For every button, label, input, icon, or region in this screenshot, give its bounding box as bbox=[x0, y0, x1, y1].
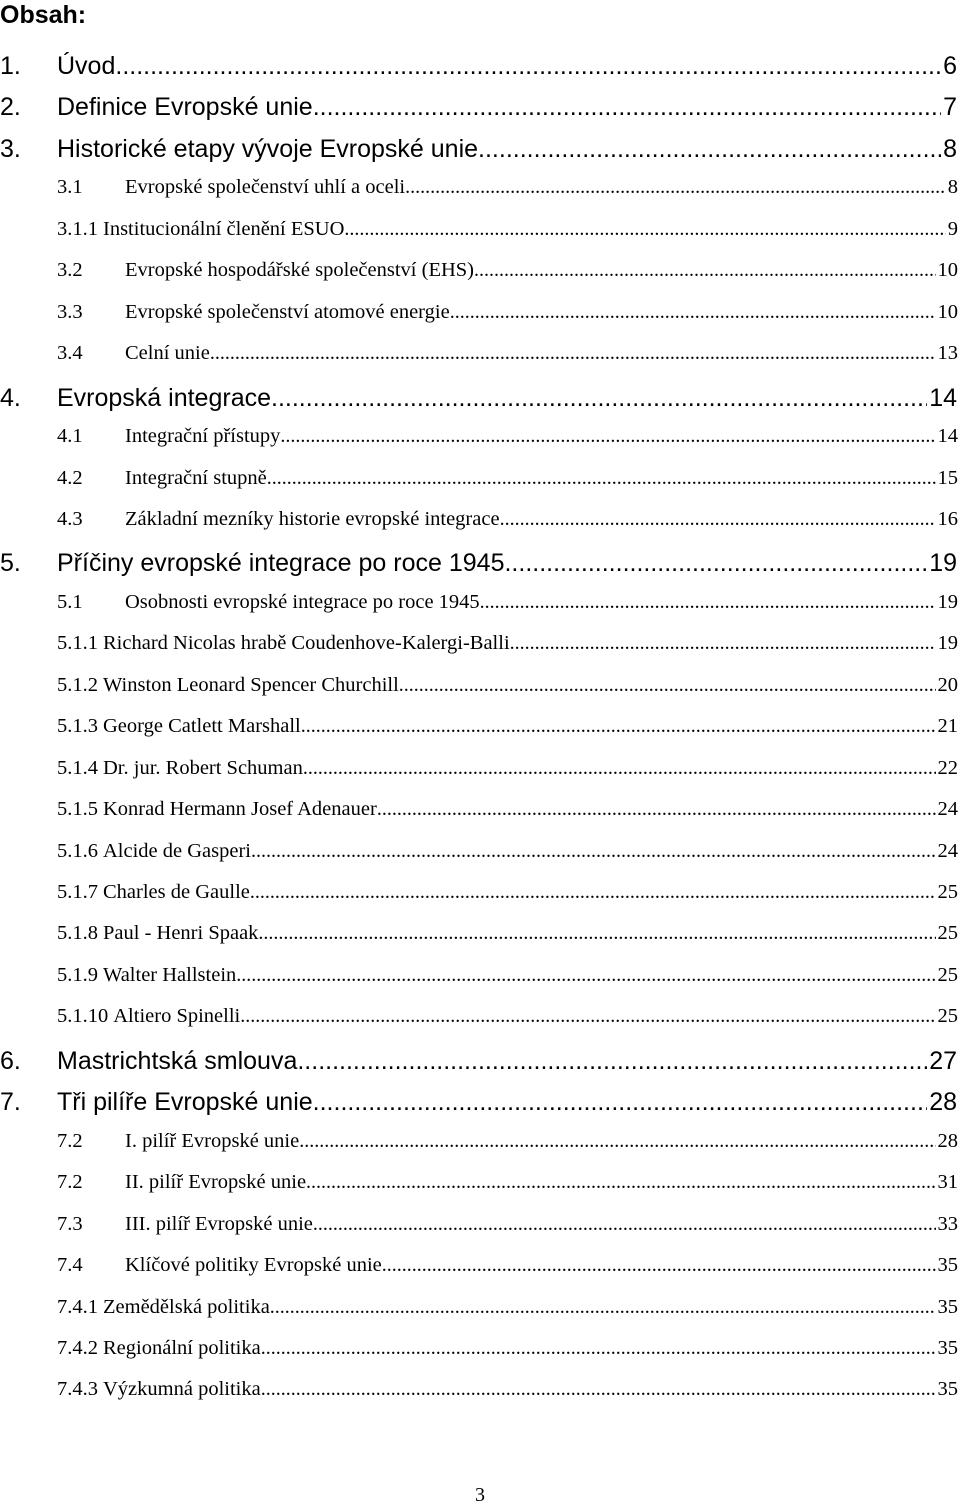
toc-entry-page: 16 bbox=[937, 508, 958, 530]
toc-entry-title: Dr. jur. Robert Schuman bbox=[103, 757, 303, 779]
toc-entry-number: 4.1 bbox=[57, 425, 83, 447]
toc-entry-title: Regionální politika bbox=[103, 1337, 261, 1359]
toc-dot-leader bbox=[480, 591, 936, 614]
toc-dot-leader bbox=[115, 52, 941, 81]
toc-entry-title: Definice Evropské unie bbox=[57, 93, 313, 121]
toc-dot-leader bbox=[270, 1296, 936, 1319]
toc-entry-title: Celní unie bbox=[125, 342, 210, 364]
toc-entry-page: 9 bbox=[947, 218, 958, 240]
toc-entry-page: 35 bbox=[937, 1337, 958, 1359]
toc-entry-number: 5.1.6 bbox=[57, 840, 98, 862]
toc-entry[interactable] bbox=[0, 1213, 958, 1245]
toc-entry[interactable] bbox=[0, 591, 958, 623]
toc-entry-title: Mastrichtská smlouva bbox=[57, 1047, 298, 1075]
toc-entry-number: 7. bbox=[0, 1088, 21, 1116]
toc-entry-number: 3.1 bbox=[57, 176, 83, 198]
toc-entry-number: 7.4.2 bbox=[57, 1337, 98, 1359]
toc-entry-page: 33 bbox=[937, 1213, 958, 1235]
toc-dot-leader bbox=[377, 798, 936, 821]
toc-dot-leader bbox=[405, 176, 946, 199]
toc-entry-page: 25 bbox=[937, 964, 958, 986]
toc-dot-leader bbox=[261, 1337, 936, 1360]
toc-dot-leader bbox=[261, 1378, 936, 1401]
toc-heading: Obsah: bbox=[0, 1, 87, 29]
toc-dot-leader bbox=[258, 922, 935, 945]
toc-entry[interactable] bbox=[0, 1378, 958, 1410]
toc-entry-title: Evropská integrace bbox=[57, 384, 272, 412]
toc-entry-page: 28 bbox=[929, 1088, 957, 1116]
toc-dot-leader bbox=[210, 342, 936, 365]
toc-entry[interactable] bbox=[0, 1337, 958, 1369]
toc-dot-leader bbox=[299, 1130, 935, 1153]
toc-entry-page: 19 bbox=[937, 591, 958, 613]
toc-entry[interactable] bbox=[0, 1254, 958, 1286]
toc-entry-number: 7.2 bbox=[57, 1130, 83, 1152]
toc-entry[interactable] bbox=[0, 301, 958, 333]
toc-dot-leader bbox=[399, 674, 936, 697]
toc-entry-number: 5.1.8 bbox=[57, 922, 98, 944]
toc-entry-page: 24 bbox=[937, 840, 958, 862]
toc-dot-leader bbox=[297, 1047, 927, 1076]
toc-entry-title: Osobnosti evropské integrace po roce 1945 bbox=[125, 591, 480, 613]
toc-dot-leader bbox=[504, 549, 927, 578]
toc-entry-number: 7.2 bbox=[57, 1171, 83, 1193]
toc-entry-number: 3.1.1 bbox=[57, 218, 98, 240]
toc-dot-leader bbox=[267, 467, 936, 490]
toc-entry-page: 14 bbox=[929, 384, 957, 412]
toc-entry-page: 20 bbox=[937, 674, 958, 696]
toc-entry-page: 25 bbox=[937, 1005, 958, 1027]
toc-entry-page: 8 bbox=[947, 176, 958, 198]
toc-entry-page: 7 bbox=[943, 93, 957, 121]
toc-entry-title: Institucionální členění ESUO bbox=[103, 218, 345, 240]
page-number: 3 bbox=[475, 1484, 485, 1506]
toc-dot-leader bbox=[251, 840, 936, 863]
toc-entry-page: 35 bbox=[937, 1378, 958, 1400]
toc-entry[interactable] bbox=[0, 52, 957, 84]
toc-dot-leader bbox=[306, 1171, 935, 1194]
toc-entry-title: Winston Leonard Spencer Churchill bbox=[103, 674, 399, 696]
toc-entry-page: 15 bbox=[937, 467, 958, 489]
toc-entry-title: Charles de Gaulle bbox=[103, 881, 250, 903]
toc-entry-title: Zemědělská politika bbox=[103, 1296, 270, 1318]
toc-entry-title: Altiero Spinelli bbox=[113, 1005, 241, 1027]
toc-entry[interactable] bbox=[0, 1130, 958, 1162]
toc-entry-page: 35 bbox=[937, 1254, 958, 1276]
toc-entry-page: 13 bbox=[937, 342, 958, 364]
toc-entry-title: Klíčové politiky Evropské unie bbox=[125, 1254, 382, 1276]
toc-entry-page: 31 bbox=[937, 1171, 958, 1193]
toc-entry[interactable] bbox=[0, 218, 958, 250]
toc-entry-page: 24 bbox=[937, 798, 958, 820]
toc-entry-title: Integrační stupně bbox=[125, 467, 267, 489]
toc-dot-leader bbox=[313, 1088, 928, 1117]
toc-entry-title: Paul - Henri Spaak bbox=[103, 922, 259, 944]
toc-entry-page: 8 bbox=[943, 135, 957, 163]
toc-entry-page: 14 bbox=[937, 425, 958, 447]
toc-entry-page: 10 bbox=[937, 259, 958, 281]
toc-entry[interactable] bbox=[0, 1088, 957, 1120]
toc-entry-title: Tři pilíře Evropské unie bbox=[57, 1088, 313, 1116]
toc-entry[interactable] bbox=[0, 1171, 958, 1203]
toc-entry-page: 28 bbox=[937, 1130, 958, 1152]
toc-entry-number: 4.3 bbox=[57, 508, 83, 530]
toc-entry-title: Příčiny evropské integrace po roce 1945 bbox=[57, 549, 505, 577]
toc-entry-title: Historické etapy vývoje Evropské unie bbox=[57, 135, 479, 163]
toc-entry[interactable] bbox=[0, 1296, 958, 1328]
toc-entry[interactable] bbox=[0, 467, 958, 499]
toc-entry[interactable] bbox=[0, 757, 958, 789]
toc-entry-number: 5.1.1 bbox=[57, 632, 98, 654]
toc-entry[interactable] bbox=[0, 342, 958, 374]
toc-dot-leader bbox=[301, 715, 936, 738]
toc-entry[interactable] bbox=[0, 425, 958, 457]
toc-entry[interactable] bbox=[0, 881, 958, 913]
toc-entry-title: I. pilíř Evropské unie bbox=[125, 1130, 300, 1152]
toc-entry-number: 2. bbox=[0, 93, 21, 121]
toc-entry[interactable] bbox=[0, 135, 957, 167]
toc-dot-leader bbox=[250, 881, 936, 904]
toc-entry[interactable] bbox=[0, 922, 958, 954]
toc-entry-title: Evropské společenství atomové energie bbox=[125, 301, 450, 323]
toc-entry[interactable] bbox=[0, 632, 958, 664]
toc-entry-page: 22 bbox=[937, 757, 958, 779]
toc-entry-page: 35 bbox=[937, 1296, 958, 1318]
toc-entry-number: 7.4.1 bbox=[57, 1296, 98, 1318]
toc-dot-leader bbox=[240, 1005, 935, 1028]
toc-entry-number: 5.1.3 bbox=[57, 715, 98, 737]
toc-entry-number: 5.1.2 bbox=[57, 674, 98, 696]
toc-entry-number: 4.2 bbox=[57, 467, 83, 489]
toc-entry-title: George Catlett Marshall bbox=[103, 715, 301, 737]
toc-entry-number: 7.3 bbox=[57, 1213, 83, 1235]
toc-entry-title: Evropské společenství uhlí a oceli bbox=[125, 176, 406, 198]
toc-entry-number: 5.1.4 bbox=[57, 757, 98, 779]
toc-dot-leader bbox=[236, 964, 935, 987]
toc-entry-number: 1. bbox=[0, 52, 21, 80]
toc-dot-leader bbox=[344, 218, 945, 241]
toc-entry-title: II. pilíř Evropské unie bbox=[125, 1171, 307, 1193]
toc-entry[interactable] bbox=[0, 1047, 957, 1079]
toc-entry[interactable] bbox=[0, 674, 958, 706]
toc-entry-number: 5.1 bbox=[57, 591, 83, 613]
toc-entry-page: 6 bbox=[943, 52, 957, 80]
toc-dot-leader bbox=[510, 632, 936, 655]
toc-entry-number: 6. bbox=[0, 1047, 21, 1075]
toc-entry-title: Výzkumná politika bbox=[103, 1378, 261, 1400]
toc-entry-title: Úvod bbox=[57, 52, 116, 80]
toc-entry-title: Základní mezníky historie evropské integrace bbox=[125, 508, 500, 530]
toc-dot-leader bbox=[478, 135, 941, 164]
toc-entry[interactable] bbox=[0, 508, 958, 540]
toc-entry-page: 27 bbox=[929, 1047, 957, 1075]
toc-entry[interactable] bbox=[0, 715, 958, 747]
toc-entry[interactable] bbox=[0, 840, 958, 872]
toc-entry-title: Walter Hallstein bbox=[103, 964, 237, 986]
toc-entry-number: 3. bbox=[0, 135, 21, 163]
toc-entry-number: 5. bbox=[0, 549, 21, 577]
toc-entry-number: 3.2 bbox=[57, 259, 83, 281]
toc-entry[interactable] bbox=[0, 176, 958, 208]
toc-dot-leader bbox=[474, 259, 935, 282]
toc-entry-page: 19 bbox=[937, 632, 958, 654]
toc-entry-number: 5.1.7 bbox=[57, 881, 98, 903]
toc-entry-title: III. pilíř Evropské unie bbox=[125, 1213, 313, 1235]
toc-entry[interactable] bbox=[0, 259, 958, 291]
toc-entry-page: 25 bbox=[937, 922, 958, 944]
toc-entry-page: 10 bbox=[937, 301, 958, 323]
toc-entry-title: Integrační přístupy bbox=[125, 425, 281, 447]
toc-entry-number: 3.3 bbox=[57, 301, 83, 323]
toc-entry-number: 4. bbox=[0, 384, 21, 412]
toc-dot-leader bbox=[271, 384, 927, 413]
toc-entry-page: 21 bbox=[937, 715, 958, 737]
toc-entry-number: 5.1.10 bbox=[57, 1005, 109, 1027]
toc-entry[interactable] bbox=[0, 1005, 958, 1037]
toc-entry[interactable] bbox=[0, 93, 957, 125]
toc-entry-number: 7.4 bbox=[57, 1254, 83, 1276]
toc-dot-leader bbox=[382, 1254, 936, 1277]
toc-entry-page: 19 bbox=[929, 549, 957, 577]
toc-entry-title: Evropské hospodářské společenství (EHS) bbox=[125, 259, 475, 281]
toc-entry[interactable] bbox=[0, 384, 957, 416]
toc-entry-title: Konrad Hermann Josef Adenauer bbox=[103, 798, 377, 820]
toc-dot-leader bbox=[313, 93, 941, 122]
toc-entry[interactable] bbox=[0, 549, 957, 581]
toc-entry[interactable] bbox=[0, 964, 958, 996]
toc-entry-page: 25 bbox=[937, 881, 958, 903]
toc-entry-title: Alcide de Gasperi bbox=[103, 840, 251, 862]
toc-entry-number: 7.4.3 bbox=[57, 1378, 98, 1400]
toc-dot-leader bbox=[500, 508, 936, 531]
toc-dot-leader bbox=[313, 1213, 936, 1236]
toc-dot-leader bbox=[303, 757, 936, 780]
toc-entry[interactable] bbox=[0, 798, 958, 830]
toc-entry-title: Richard Nicolas hrabě Coudenhove-Kalergi-Balli bbox=[103, 632, 510, 654]
toc-dot-leader bbox=[450, 301, 936, 324]
toc-dot-leader bbox=[280, 425, 935, 448]
toc-entry-number: 3.4 bbox=[57, 342, 83, 364]
toc-entry-number: 5.1.9 bbox=[57, 964, 98, 986]
toc-entry-number: 5.1.5 bbox=[57, 798, 98, 820]
